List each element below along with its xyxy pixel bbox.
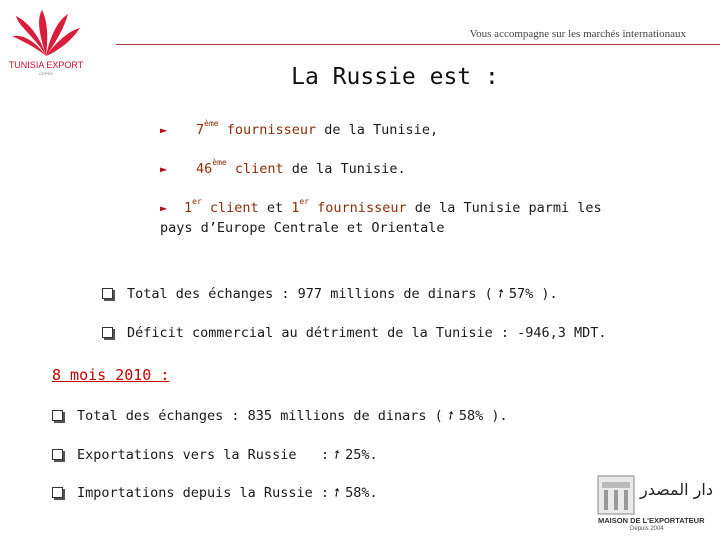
section-item-imports: Importations depuis la Russie :➚58%. [52, 485, 378, 501]
maison-exportateur-logo [596, 472, 714, 536]
header-tagline: Vous accompagne sur les marchés internationaux [469, 28, 686, 40]
section-heading: 8 mois 2010 : [52, 366, 170, 384]
logo-wordmark: TUNISIA EXPORT [8, 60, 84, 70]
arrow-bullet-icon: ► [160, 123, 168, 137]
arrow-bullet-icon: ► [160, 162, 168, 176]
page-title: La Russie est : [291, 64, 499, 90]
point-first-partner: ► 1er client et 1er fournisseur de la Tunisie parmi les [160, 197, 602, 216]
logo-subtext: CEPEX [39, 71, 53, 76]
point-supplier: ► 7ème fournisseur de la Tunisie, [160, 119, 439, 138]
checkbox-bullet-icon [102, 327, 113, 338]
arrow-up-icon: ➚ [442, 407, 459, 425]
logo-name: MAISON DE L'EXPORTATEUR [598, 516, 705, 525]
bullet-trade-deficit: Déficit commercial au détriment de la Tunisie : -946,3 MDT. [102, 325, 607, 341]
checkbox-bullet-icon [52, 487, 63, 498]
arrow-bullet-icon: ► [160, 201, 168, 215]
checkbox-bullet-icon [52, 449, 63, 460]
section-item-total: Total des échanges : 835 millions de dinars (➚58% ). [52, 408, 508, 424]
arrow-up-icon: ➚ [492, 285, 509, 303]
bullet-total-exchanges: Total des échanges : 977 millions de dinars (➚57% ). [102, 286, 558, 302]
point-client: ► 46ème client de la Tunisie. [160, 158, 406, 177]
checkbox-bullet-icon [102, 288, 113, 299]
arrow-up-icon: ➚ [329, 484, 345, 502]
logo-arabic-text: دار المصدر [640, 480, 713, 499]
section-item-exports: Exportations vers la Russie :➚25%. [52, 447, 378, 463]
logo-since: Depuis 2004 [630, 526, 664, 532]
arrow-up-icon: ➚ [329, 446, 345, 464]
checkbox-bullet-icon [52, 410, 63, 421]
header-rule [116, 44, 720, 45]
point-first-partner-line2: pays d’Europe Centrale et Orientale [160, 220, 445, 236]
